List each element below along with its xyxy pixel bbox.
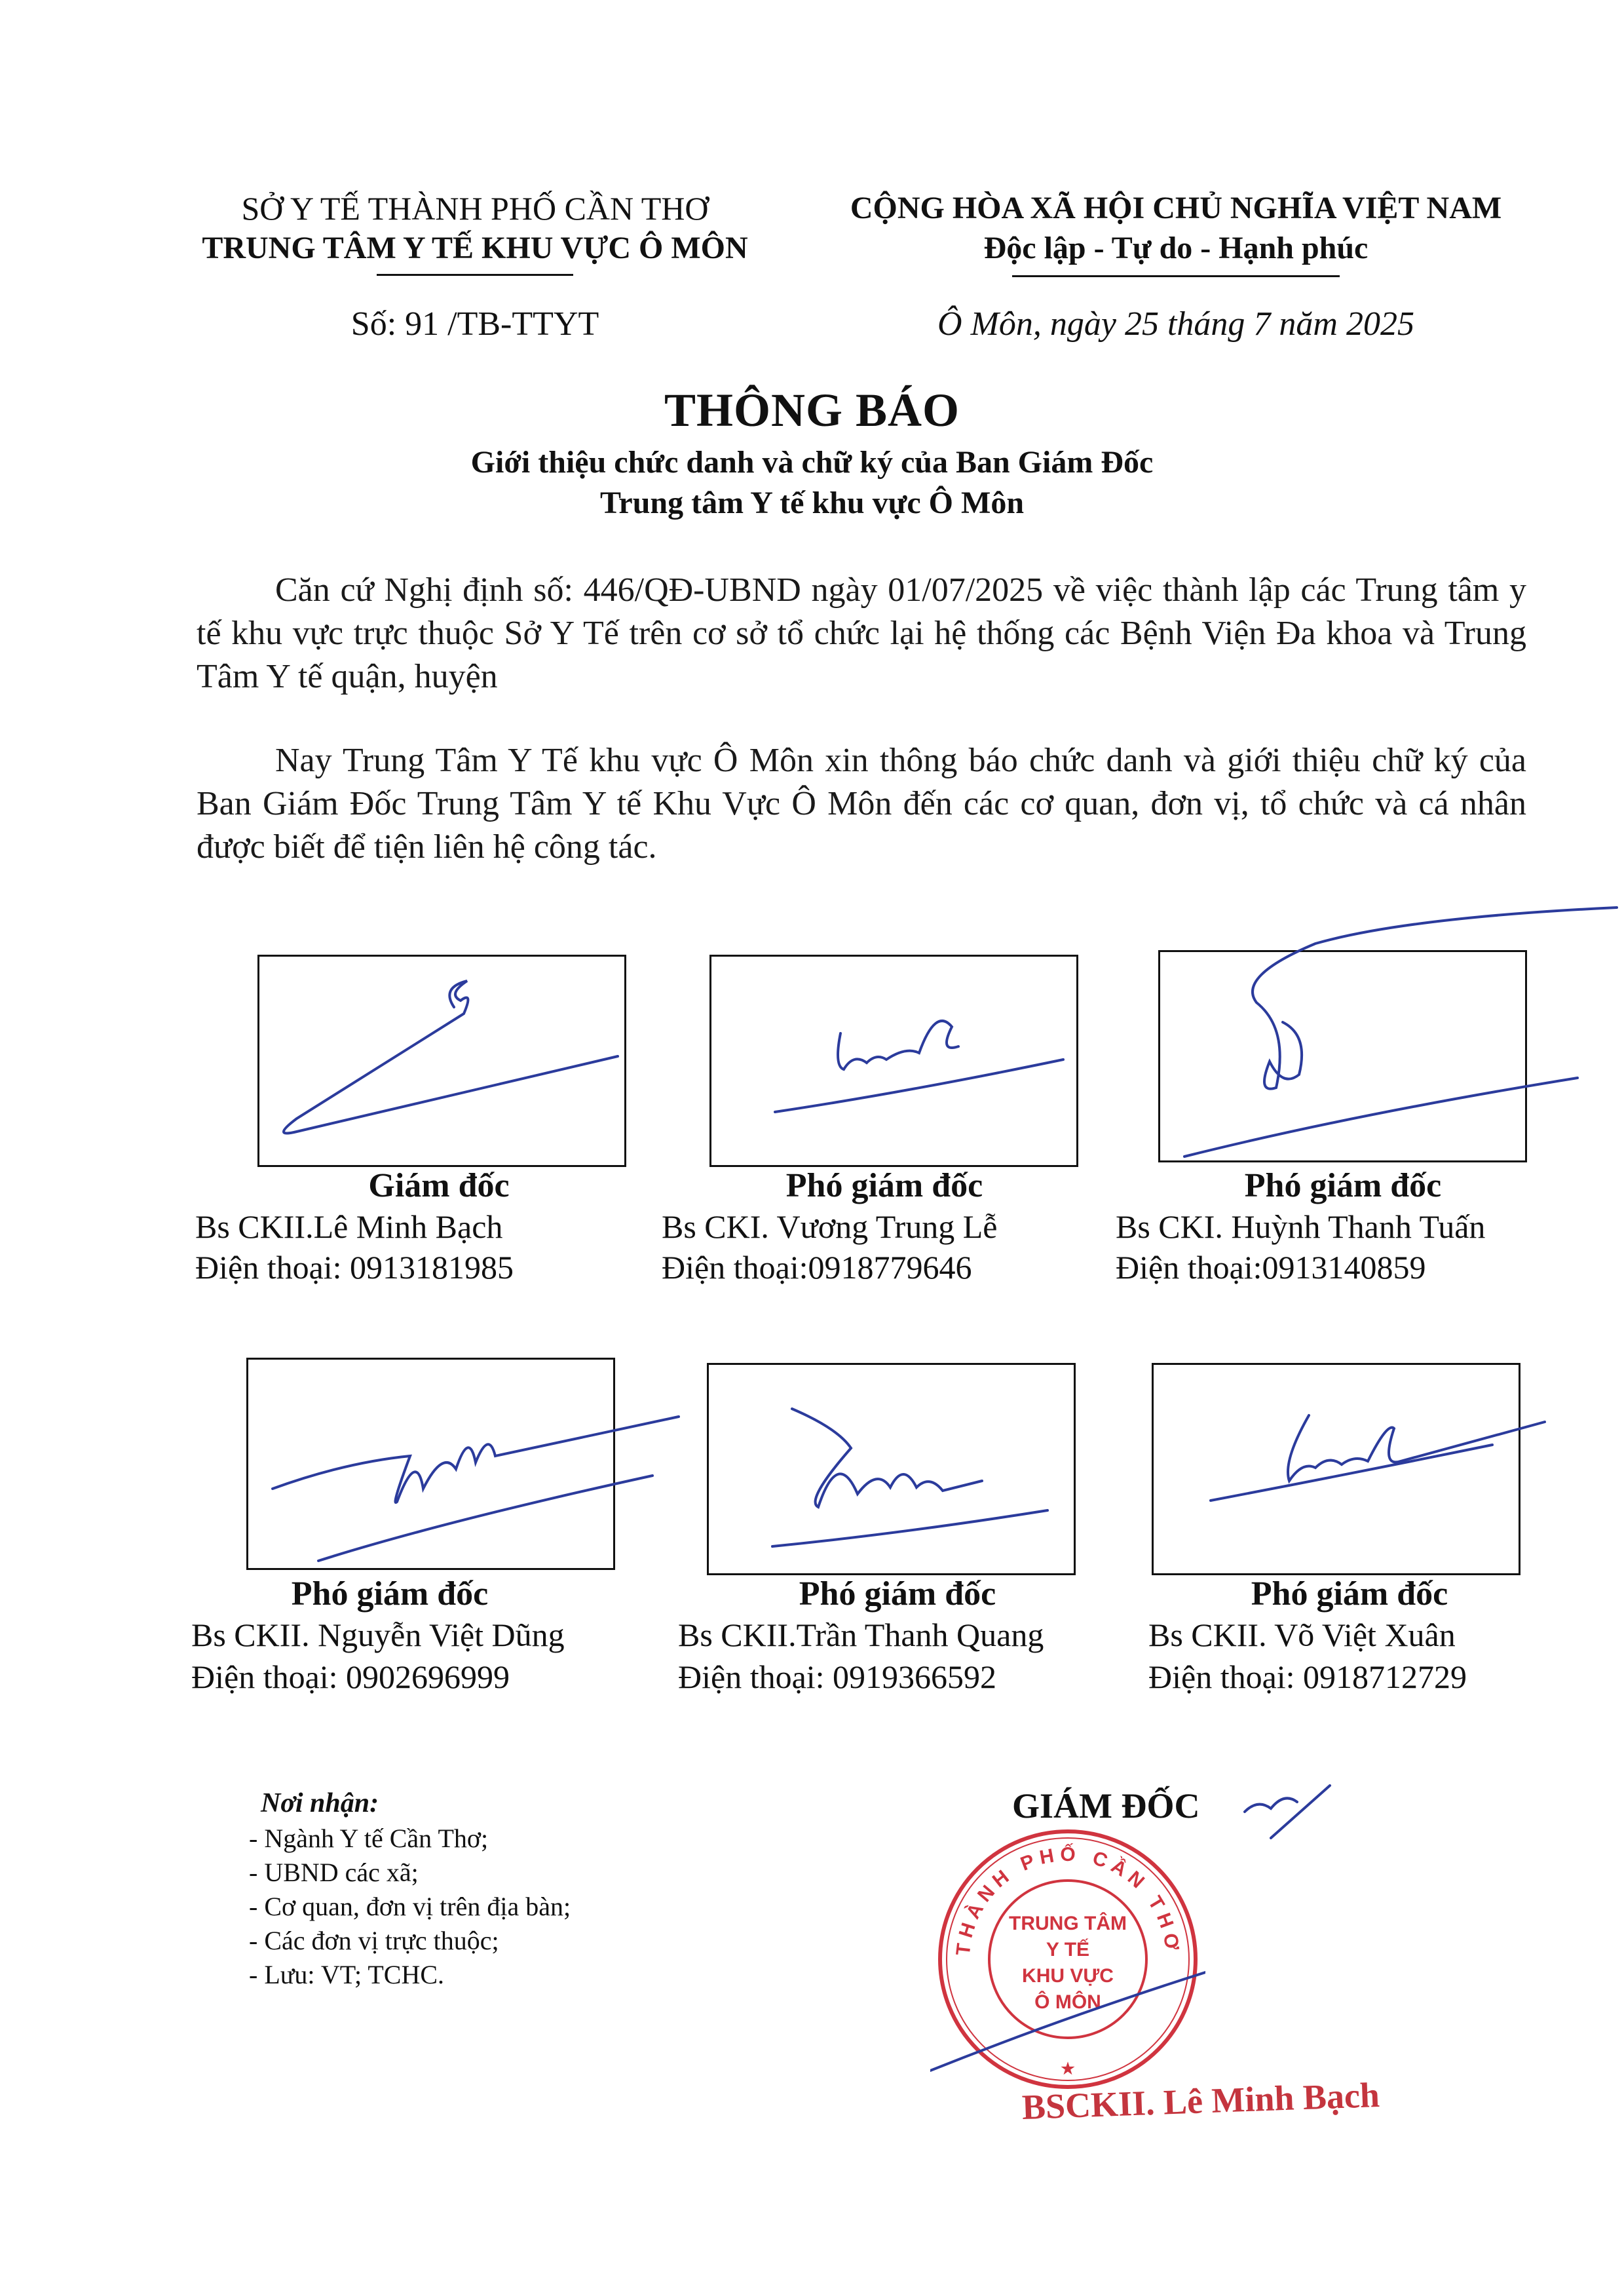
signatory-2-role: Phó giám đốc: [785, 1167, 983, 1204]
document-title: THÔNG BÁO: [664, 384, 960, 436]
signatory-3-phone: Điện thoại:0913140859: [1116, 1249, 1426, 1286]
body-paragraph-2: Nay Trung Tâm Y Tế khu vực Ô Môn xin thông báo chức danh và giới thiệu chữ ký của Ban Giám Đốc Trung Tâm Y tế Khu Vực Ô Môn đến các cơ quan, đơn vị, tổ chức và cá nhân được biết để tiện liên hệ công tác.: [197, 742, 1526, 866]
signatory-4-phone: Điện thoại: 0902696999: [191, 1658, 510, 1695]
signatory-4-role: Phó giám đốc: [291, 1575, 489, 1613]
svg-text:THÀNH PHỐ CẦN THƠ: THÀNH PHỐ CẦN THƠ: [952, 1843, 1184, 1957]
body-paragraph-1: Căn cứ Nghị định số: 446/QĐ-UBND ngày 01/07/2025 về việc thành lập các Trung tâm y tế khu vực trực thuộc Sở Y Tế trên cơ sở tổ chức lại hệ thống các Bệnh Viện Đa khoa và Trung Tâm Y tế quận, huyện: [197, 571, 1526, 695]
official-seal-icon: [930, 1822, 1205, 2097]
signatory-6-name: Bs CKII. Võ Việt Xuân: [1148, 1617, 1456, 1653]
signatory-6-role: Phó giám đốc: [1251, 1575, 1448, 1613]
place-date: Ô Môn, ngày 25 tháng 7 năm 2025: [937, 305, 1414, 343]
director-signature-title: GIÁM ĐỐC: [1012, 1786, 1200, 1826]
signatory-1-phone: Điện thoại: 0913181985: [195, 1249, 514, 1286]
director-signature-image: [1232, 1772, 1336, 1851]
signatory-1-role: Giám đốc: [368, 1167, 510, 1204]
signatory-2-phone: Điện thoại:0918779646: [662, 1249, 972, 1286]
org-underline: [377, 274, 573, 276]
signature-6-image: [1152, 1363, 1564, 1586]
document-subtitle-2: Trung tâm Y tế khu vực Ô Môn: [599, 486, 1025, 520]
signature-4-image: [246, 1358, 718, 1580]
header-organization: [164, 189, 786, 269]
signatory-5-phone: Điện thoại: 0919366592: [678, 1658, 997, 1695]
country-name: CỘNG HÒA XÃ HỘI CHỦ NGHĨA VIỆT NAM: [850, 191, 1502, 225]
recipient-item: - Ngành Y tế Cần Thơ;: [249, 1824, 489, 1853]
signature-2-image: [709, 955, 1103, 1177]
svg-text:★: ★: [1061, 2060, 1075, 2078]
signature-1-image: [257, 955, 716, 1177]
signatory-5-name: Bs CKII.Trần Thanh Quang: [678, 1617, 1044, 1653]
svg-text:TRUNG TÂM: TRUNG TÂM: [1009, 1913, 1127, 1934]
recipient-item: - Cơ quan, đơn vị trên địa bàn;: [249, 1892, 571, 1921]
director-name: BSCKII. Lê Minh Bạch: [1021, 2075, 1380, 2127]
national-motto: Độc lập - Tự do - Hạnh phúc: [983, 231, 1369, 265]
svg-text:Y TẾ: Y TẾ: [1046, 1939, 1090, 1961]
document-number: Số: 91 /TB-TTYT: [350, 305, 599, 343]
signatory-3-name: Bs CKI. Huỳnh Thanh Tuấn: [1116, 1208, 1486, 1245]
document-subtitle-1: Giới thiệu chức danh và chữ ký của Ban Giám Đốc: [470, 445, 1154, 480]
recipients-list: [249, 1822, 571, 1992]
signatory-5-role: Phó giám đốc: [799, 1575, 996, 1613]
signatory-4-name: Bs CKII. Nguyễn Việt Dũng: [191, 1617, 565, 1653]
svg-text:Ô MÔN: Ô MÔN: [1034, 1991, 1101, 2013]
signatory-6-phone: Điện thoại: 0918712729: [1148, 1658, 1467, 1695]
recipient-item: - Các đơn vị trực thuộc;: [249, 1926, 499, 1955]
signatory-1-name: Bs CKII.Lê Minh Bạch: [195, 1208, 503, 1245]
signature-3-image: [1158, 904, 1624, 1179]
recipient-item: - Lưu: VT; TCHC.: [249, 1960, 445, 1989]
signatory-2-name: Bs CKI. Vương Trung Lễ: [662, 1208, 998, 1245]
recipient-item: - UBND các xã;: [249, 1858, 419, 1887]
header-national: [799, 189, 1553, 269]
svg-text:KHU VỰC: KHU VỰC: [1022, 1965, 1114, 1987]
org-parent: SỞ Y TẾ THÀNH PHỐ CẦN THƠ: [241, 190, 709, 227]
signature-5-image: [707, 1363, 1100, 1586]
org-name: TRUNG TÂM Y TẾ KHU VỰC Ô MÔN: [202, 231, 748, 265]
signatory-3-role: Phó giám đốc: [1244, 1167, 1442, 1204]
motto-underline: [1012, 275, 1340, 277]
recipients-title: Nơi nhận:: [261, 1788, 379, 1818]
